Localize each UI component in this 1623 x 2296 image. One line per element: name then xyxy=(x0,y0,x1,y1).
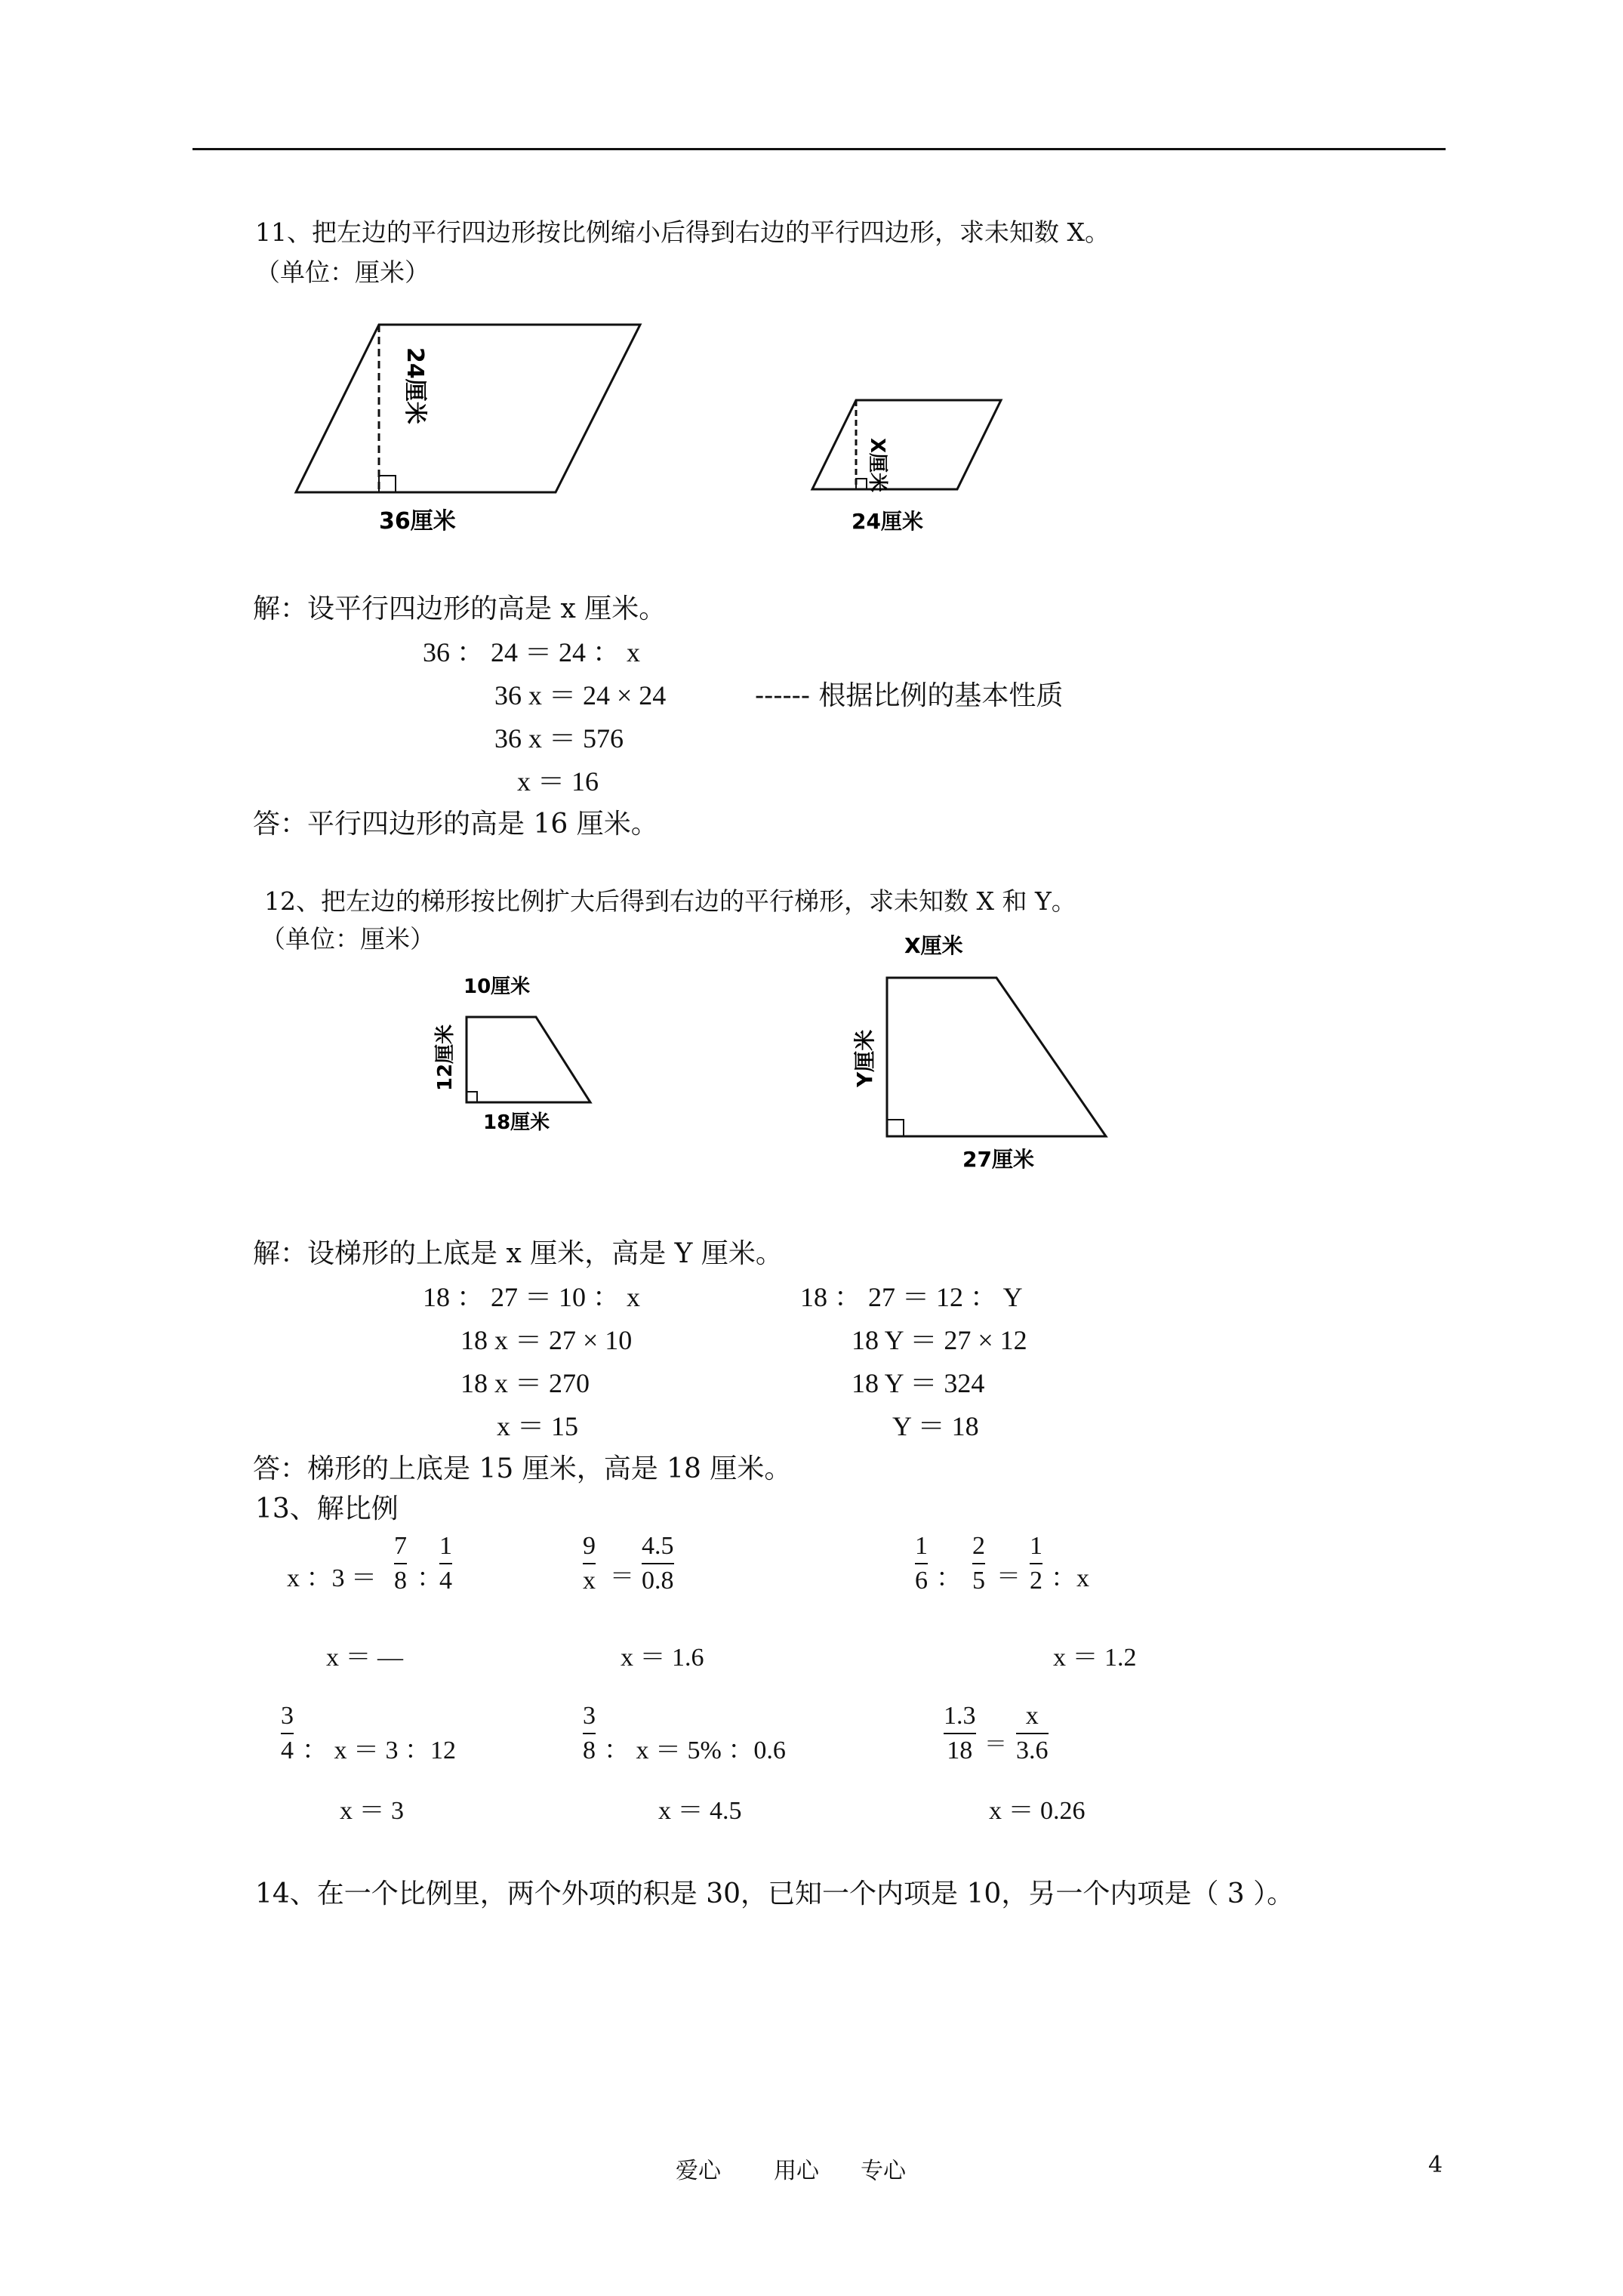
q13-title: 13、解比例 xyxy=(255,1493,399,1524)
q13-p2-eq: ＝ xyxy=(610,1562,635,1589)
q13-p3-answer: x ＝ 1.2 xyxy=(1053,1644,1137,1672)
q11-left-height-label: 24厘米 xyxy=(402,347,428,424)
q13-p3-tail: ：x xyxy=(1051,1564,1089,1592)
q12-title: 12、把左边的梯形按比例扩大后得到右边的平行梯形，求未知数 X 和 Y。 xyxy=(264,886,1076,916)
q13-p2-frac2-den: 0.8 xyxy=(642,1566,674,1595)
footer-motto-3: 专心 xyxy=(861,2158,906,2184)
q13-p3-sep: ： xyxy=(936,1564,962,1592)
q11-solution-intro: 解：设平行四边形的高是 x 厘米。 xyxy=(253,593,667,624)
q13-p4-frac1-num: 3 xyxy=(281,1702,294,1730)
q12-answer: 答：梯形的上底是 15 厘米，高是 18 厘米。 xyxy=(253,1453,792,1484)
q13-p1-frac1 xyxy=(394,1533,407,1594)
q13-p3-eq: ＝ xyxy=(996,1562,1021,1589)
q13-p5-frac1-den: 8 xyxy=(583,1736,596,1764)
q13-p3-frac3-den: 2 xyxy=(1030,1566,1042,1595)
q13-p5-frac1 xyxy=(583,1703,596,1764)
q11-right-height-label: X厘米 xyxy=(866,438,888,493)
q13-p1-frac2-num: 1 xyxy=(439,1532,452,1560)
q13-p3-frac2-num: 2 xyxy=(972,1532,985,1560)
footer-motto-1: 爱心 xyxy=(676,2158,721,2184)
q13-p4-frac1 xyxy=(281,1703,294,1764)
q12-right-height-label: Y厘米 xyxy=(852,1029,877,1087)
q13-p3-frac2-den: 5 xyxy=(972,1566,985,1595)
q13-p2-frac1 xyxy=(583,1533,596,1594)
page-number: 4 xyxy=(1428,2152,1443,2178)
q12-x-step-1: 18 ： 27 ＝ 10 ： x xyxy=(423,1282,641,1312)
q13-p3-frac1 xyxy=(915,1533,928,1594)
q13-p3-frac3 xyxy=(1030,1533,1042,1594)
q11-step-1: 36 ： 24 ＝ 24 ： x xyxy=(423,637,641,667)
q13-p6-frac1 xyxy=(944,1703,976,1764)
q13-p3-frac2 xyxy=(972,1533,985,1594)
q12-left-trapezoid xyxy=(430,970,627,1144)
q12-right-trapezoid xyxy=(838,929,1125,1178)
q13-p2-frac1-den: x xyxy=(583,1566,596,1595)
q13-p3-frac1-den: 6 xyxy=(915,1566,928,1595)
q13-p2-frac2 xyxy=(642,1533,674,1594)
q11-step-2: 36 x ＝ 24 × 24 xyxy=(494,680,667,710)
q13-p1-frac2 xyxy=(439,1533,452,1594)
q13-p2-frac1-num: 9 xyxy=(583,1532,596,1560)
footer-motto-2: 用心 xyxy=(774,2158,819,2184)
q13-p5-answer: x ＝ 4.5 xyxy=(658,1797,742,1825)
q11-answer: 答：平行四边形的高是 16 厘米。 xyxy=(253,809,658,840)
q13-p1-lhs: x ：3 ＝ xyxy=(287,1564,377,1592)
q13-p6-frac1-den: 18 xyxy=(947,1736,973,1764)
q12-right-top-label: X厘米 xyxy=(904,933,963,958)
q12-left-base-label: 18厘米 xyxy=(483,1111,550,1134)
q13-p6-eq: ＝ xyxy=(984,1732,1007,1757)
q12-y-step-3: 18 Y ＝ 324 xyxy=(852,1368,985,1398)
q13-p1-sep: ： xyxy=(417,1564,442,1592)
q12-x-step-3: 18 x ＝ 270 xyxy=(460,1368,590,1398)
q13-p1-frac1-den: 8 xyxy=(394,1566,407,1595)
q14-text: 14、在一个比例里，两个外项的积是 30，已知一个内项是 10，另一个内项是（ 3 ）。 xyxy=(255,1878,1295,1909)
header-rule xyxy=(192,148,1446,150)
q13-p4-answer: x ＝ 3 xyxy=(340,1797,404,1825)
q12-unit: （单位：厘米） xyxy=(260,924,435,954)
q11-left-parallelogram xyxy=(287,317,679,544)
q11-right-base-label: 24厘米 xyxy=(852,509,923,534)
q13-p3-frac3-num: 1 xyxy=(1030,1532,1042,1560)
q13-p4-rest: ： x ＝ 3 ：12 xyxy=(302,1737,456,1764)
q13-p2-answer: x ＝ 1.6 xyxy=(621,1644,704,1672)
q12-y-step-1: 18 ： 27 ＝ 12 ： Y xyxy=(800,1282,1023,1312)
q13-p5-rest: ： x ＝ 5% ：0.6 xyxy=(604,1737,786,1764)
q13-p2-frac2-num: 4.5 xyxy=(642,1532,674,1560)
q11-left-base-label: 36厘米 xyxy=(379,508,456,535)
q12-left-top-label: 10厘米 xyxy=(463,975,531,998)
q13-p1-answer: x ＝ — xyxy=(326,1644,403,1672)
q13-p3-frac1-num: 1 xyxy=(915,1532,928,1560)
q11-unit: （单位：厘米） xyxy=(255,257,430,287)
q12-right-base-label: 27厘米 xyxy=(962,1147,1034,1172)
q13-p1-frac2-den: 4 xyxy=(439,1566,452,1595)
q12-y-step-4: Y ＝ 18 xyxy=(892,1411,979,1441)
q13-p6-frac1-num: 1.3 xyxy=(944,1702,976,1730)
q11-right-parallelogram xyxy=(808,393,1019,544)
q13-p1-frac1-num: 7 xyxy=(394,1532,407,1560)
q13-p6-frac2 xyxy=(1016,1703,1049,1764)
q13-p6-frac2-den: 3.6 xyxy=(1016,1736,1049,1764)
q12-y-step-2: 18 Y ＝ 27 × 12 xyxy=(852,1325,1027,1355)
q11-step-4: x ＝ 16 xyxy=(517,766,599,797)
q12-x-step-2: 18 x ＝ 27 × 10 xyxy=(460,1325,633,1355)
q12-solution-intro: 解：设梯形的上底是 x 厘米，高是 Y 厘米。 xyxy=(253,1238,783,1269)
q13-p4-frac1-den: 4 xyxy=(281,1736,294,1764)
q13-p6-answer: x ＝ 0.26 xyxy=(989,1797,1086,1825)
q12-x-step-4: x ＝ 15 xyxy=(497,1411,579,1441)
q13-p5-frac1-num: 3 xyxy=(583,1702,596,1730)
q13-p6-frac2-num: x xyxy=(1025,1702,1039,1730)
q11-title: 11、把左边的平行四边形按比例缩小后得到右边的平行四边形，求未知数 X。 xyxy=(255,217,1110,247)
q11-step-3: 36 x ＝ 576 xyxy=(494,723,624,754)
q12-left-height-label: 12厘米 xyxy=(434,1024,457,1091)
q11-step-note: ------ 根据比例的基本性质 xyxy=(755,680,1064,711)
